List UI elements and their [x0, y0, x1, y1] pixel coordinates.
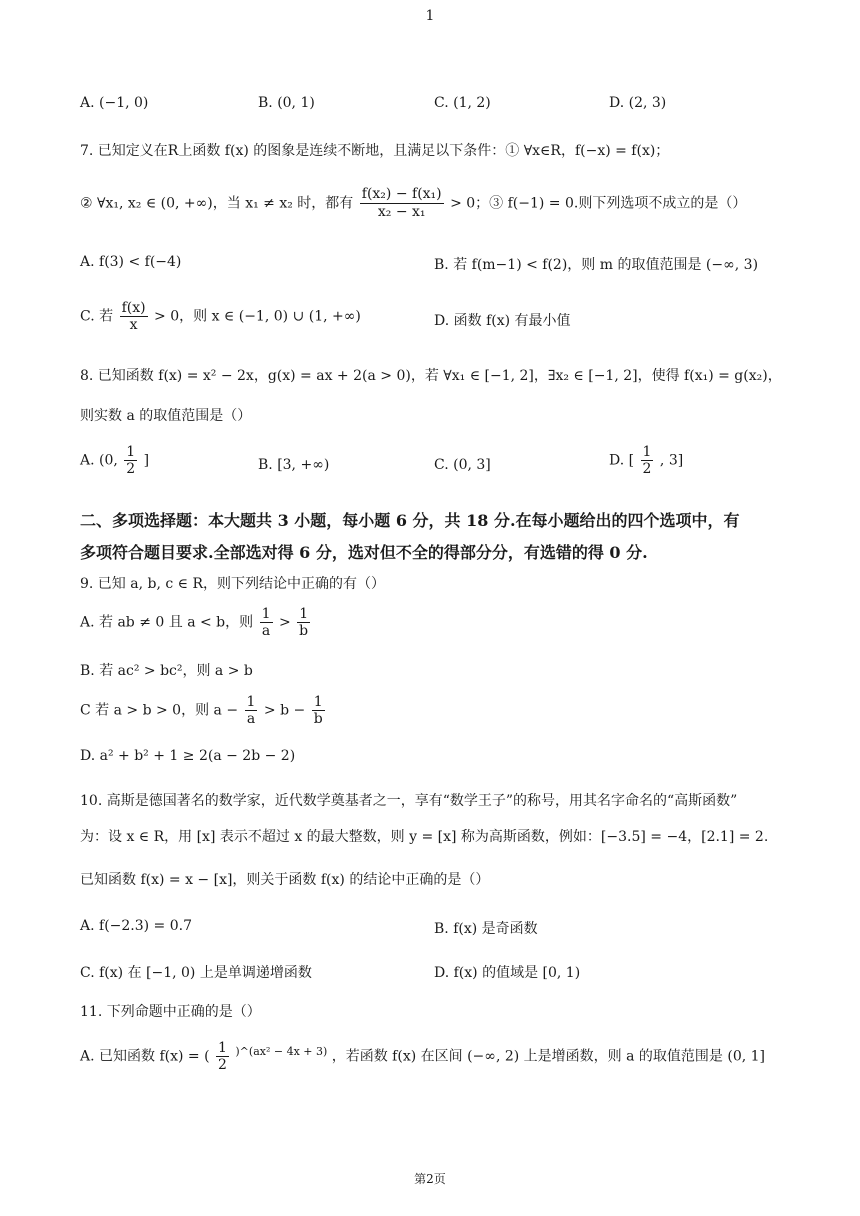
q11-option-a-exponent: )^(ax² − 4x + 3): [235, 1044, 328, 1058]
q9-option-c: [80, 694, 327, 727]
q8-option-a-prefix: A. (0,: [80, 452, 118, 469]
q9-option-a-den2: b: [299, 623, 309, 639]
q9-option-a: [80, 606, 312, 639]
q9-option-c-num1: 1: [246, 694, 256, 710]
section2-heading-line1: 二、多项选择题：本大题共 3 小题，每小题 6 分，共 18 分.在每小题给出的四个选项中，有: [80, 511, 740, 530]
q6-option-a: A. (−1, 0): [80, 95, 149, 111]
q8-option-a-suffix: ]: [143, 452, 150, 469]
q10-stem-line2: 为：设 x ∈ R，用 [x] 表示不超过 x 的最大整数，则 y = [x] 称为高斯函数，例如：[−3.5] = −4，[2.1] = 2.: [80, 829, 769, 845]
q8-option-b: B. [3, +∞): [258, 457, 330, 473]
q9-option-c-fraction1: [245, 694, 258, 727]
page-footer: 第2页: [414, 1172, 446, 1186]
q10-option-a: A. f(−2.3) = 0.7: [80, 918, 193, 934]
q7-option-c-denominator: x: [129, 317, 138, 333]
q7-stem-line1: 7. 已知定义在R上函数 f(x) 的图象是连续不断地，且满足以下条件：① ∀x∈R，f(−x) = f(x)；: [80, 143, 670, 159]
q7-option-c-fraction: [120, 300, 148, 333]
q7-option-c-numerator: f(x): [121, 300, 146, 316]
q11-option-a-numerator: 1: [218, 1040, 227, 1056]
section2-heading-line2: 多项符合题目要求.全部选对得 6 分，选对但不全的得部分分，有选错的得 0 分.: [80, 543, 648, 562]
q8-option-a-fraction: [124, 444, 137, 477]
q10-stem-line3: 已知函数 f(x) = x − [x]，则关于函数 f(x) 的结论中正确的是（）: [80, 872, 490, 888]
q7-condition2-text: ② ∀x₁, x₂ ∈ (0, +∞)，当 x₁ ≠ x₂ 时，都有: [80, 195, 354, 212]
q7-option-b: B. 若 f(m−1) < f(2)，则 m 的取值范围是 (−∞, 3): [434, 257, 759, 273]
q8-option-d-fraction: [641, 444, 654, 477]
q10-option-b: B. f(x) 是奇函数: [434, 921, 538, 937]
q7-fraction: [360, 186, 444, 221]
q9-option-b: B. 若 ac² > bc²，则 a > b: [80, 663, 253, 679]
q9-option-c-fraction2: [312, 694, 325, 727]
q11-option-a-denominator: 2: [218, 1057, 227, 1073]
q8-option-d: [609, 444, 683, 477]
q10-option-d: D. f(x) 的值域是 [0, 1): [434, 965, 581, 981]
q8-stem-line1: 8. 已知函数 f(x) = x² − 2x，g(x) = ax + 2(a > 0)，若 ∀x₁ ∈ [−1, 2]，∃x₂ ∈ [−1, 2]，使得 f(x₁) = g(x₂)，: [80, 368, 782, 384]
q11-stem: 11. 下列命题中正确的是（）: [80, 1004, 261, 1020]
q9-option-c-den1: a: [246, 711, 256, 727]
q7-stem-line2: [80, 186, 746, 221]
q8-option-a-denominator: 2: [126, 461, 136, 477]
q8-option-d-numerator: 1: [642, 444, 652, 460]
q11-option-a-fraction: [216, 1040, 229, 1073]
q7-option-c: [80, 300, 361, 333]
q11-option-a-prefix: A. 已知函数 f(x) = (: [80, 1048, 210, 1065]
q9-option-c-prefix: C 若 a > b > 0，则 a −: [80, 702, 239, 719]
q7-option-c-suffix: > 0，则 x ∈ (−1, 0) ∪ (1, +∞): [154, 308, 361, 325]
q6-option-b: B. (0, 1): [258, 95, 315, 111]
q8-option-d-denominator: 2: [642, 461, 652, 477]
q9-option-a-prefix: A. 若 ab ≠ 0 且 a < b，则: [80, 614, 254, 631]
q8-option-d-suffix: , 3]: [659, 452, 684, 469]
q9-option-a-fraction1: [260, 606, 273, 639]
q10-option-c: C. f(x) 在 [−1, 0) 上是单调递增函数: [80, 965, 312, 981]
q6-option-d: D. (2, 3): [609, 95, 667, 111]
q9-option-a-num2: 1: [297, 606, 310, 623]
q7-fraction-numerator: f(x₂) − f(x₁): [361, 186, 442, 202]
q9-option-a-operator: >: [278, 614, 291, 631]
page-number-top: 1: [425, 8, 435, 24]
q9-option-d: D. a² + b² + 1 ≥ 2(a − 2b − 2): [80, 748, 296, 764]
q8-option-c: C. (0, 3]: [434, 457, 491, 473]
q9-stem: 9. 已知 a, b, c ∈ R，则下列结论中正确的有（）: [80, 576, 386, 592]
q9-option-a-fraction2: [297, 606, 310, 639]
q7-option-d: D. 函数 f(x) 有最小值: [434, 313, 571, 329]
q7-condition3-text: > 0；③ f(−1) = 0.则下列选项不成立的是（）: [450, 195, 747, 212]
q8-option-a: [80, 444, 149, 477]
q9-option-c-den2: b: [313, 711, 323, 727]
q8-option-d-prefix: D. [: [609, 452, 635, 469]
q7-option-a: A. f(3) < f(−4): [80, 254, 182, 270]
q9-option-a-den1: a: [261, 623, 271, 639]
q7-option-c-prefix: C. 若: [80, 308, 114, 325]
q7-fraction-denominator: x₂ − x₁: [377, 203, 426, 220]
q8-option-a-numerator: 1: [126, 444, 136, 460]
q10-stem-line1: 10. 高斯是德国著名的数学家，近代数学奠基者之一，享有“数学王子”的称号，用其名字命名的“高斯函数”: [80, 793, 738, 809]
q6-option-c: C. (1, 2): [434, 95, 491, 111]
q11-option-a: [80, 1040, 765, 1073]
q9-option-c-middle: > b −: [263, 702, 306, 719]
q9-option-c-num2: 1: [312, 694, 325, 711]
q9-option-a-num1: 1: [261, 606, 271, 622]
q8-stem-line2: 则实数 a 的取值范围是（）: [80, 408, 252, 424]
q11-option-a-suffix: ，若函数 f(x) 在区间 (−∞, 2) 上是增函数，则 a 的取值范围是 (0, 1]: [331, 1048, 765, 1065]
